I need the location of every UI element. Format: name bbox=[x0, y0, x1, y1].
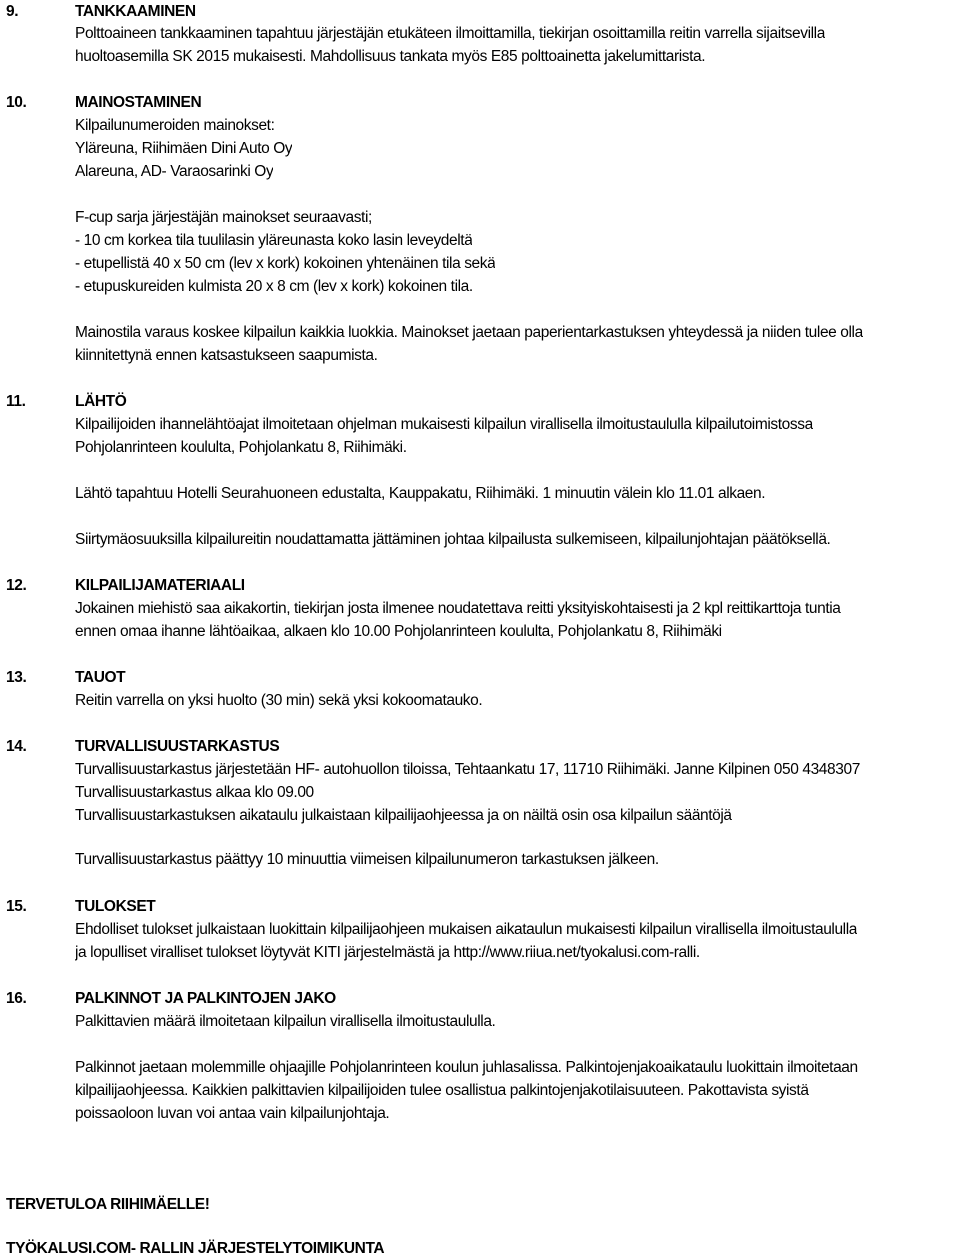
paragraph-line: Kilpailunumeroiden mainokset: bbox=[75, 117, 275, 134]
paragraph-line: Yläreuna, Riihimäen Dini Auto Oy bbox=[75, 140, 293, 157]
paragraph-line: ja lopulliset viralliset tulokset löytyvät KITI järjestelmästä ja http://www.riiua.net/tyokalusi.com-ralli. bbox=[75, 944, 700, 961]
section-heading: KILPAILIJAMATERIAALI bbox=[75, 577, 245, 594]
section-heading: LÄHTÖ bbox=[75, 393, 127, 410]
section-heading: PALKINNOT JA PALKINTOJEN JAKO bbox=[75, 990, 336, 1007]
paragraph-line: poissaoloon luvan voi antaa vain kilpailunjohtaja. bbox=[75, 1105, 390, 1122]
section-heading: MAINOSTAMINEN bbox=[75, 94, 202, 111]
paragraph-line: Polttoaineen tankkaaminen tapahtuu järjestäjän etukäteen ilmoittamilla, tiekirjan osoittamilla reitin varrella sijaitsevilla bbox=[75, 25, 825, 42]
paragraph-line: Palkinnot jaetaan molemmille ohjaajille Pohjolanrinteen koulun juhlasalissa. Palkintojenjakoaikataulu luokittain ilmoitetaan bbox=[75, 1059, 858, 1076]
paragraph-line: Lähtö tapahtuu Hotelli Seurahuoneen edustalta, Kauppakatu, Riihimäki. 1 minuutin välein klo 11.01 alkaen. bbox=[75, 485, 766, 502]
paragraph-line: Mainostila varaus koskee kilpailun kaikkia luokkia. Mainokset jaetaan paperientarkastuksen yhteydessä ja niiden tulee olla bbox=[75, 324, 863, 341]
paragraph-line: huoltoasemilla SK 2015 mukaisesti. Mahdollisuus tankata myös E85 polttoainetta jakelumittarista. bbox=[75, 48, 706, 65]
paragraph-line: - etupellistä 40 x 50 cm (lev x kork) kokoinen yhtenäinen tila sekä bbox=[75, 255, 496, 272]
paragraph-line: kilpailijaohjeessa. Kaikkien palkittavien kilpailijoiden tulee osallistua palkintojenjakotilaisuuteen. Pakottavista syistä bbox=[75, 1082, 809, 1099]
welcome-text: TERVETULOA RIIHIMÄELLE! bbox=[6, 1196, 210, 1213]
paragraph-line: Pohjolanrinteen koululta, Pohjolankatu 8, Riihimäki. bbox=[75, 439, 407, 456]
paragraph-line: Kilpailijoiden ihannelähtöajat ilmoitetaan ohjelman mukaisesti kilpailun virallisella ilmoitustaululla kilpailutoimistossa bbox=[75, 416, 813, 433]
paragraph-line: - etupuskureiden kulmista 20 x 8 cm (lev x kork) kokoinen tila. bbox=[75, 278, 473, 295]
paragraph-line: Turvallisuustarkastuksen aikataulu julkaistaan kilpailijaohjeessa ja on näiltä osin osa kilpailun sääntöjä bbox=[75, 807, 732, 824]
section-heading: TURVALLISUUSTARKASTUS bbox=[75, 738, 280, 755]
section-number: 14. bbox=[6, 738, 27, 755]
paragraph-line: - 10 cm korkea tila tuulilasin yläreunasta koko lasin leveydeltä bbox=[75, 232, 473, 249]
paragraph-line: Alareuna, AD- Varaosarinki Oy bbox=[75, 163, 274, 180]
section-heading: TULOKSET bbox=[75, 898, 156, 915]
paragraph-line: F-cup sarja järjestäjän mainokset seuraavasti; bbox=[75, 209, 372, 226]
section-number: 15. bbox=[6, 898, 27, 915]
paragraph-line: Reitin varrella on yksi huolto (30 min) sekä yksi kokoomatauko. bbox=[75, 692, 483, 709]
section-number: 13. bbox=[6, 669, 27, 686]
paragraph-line: Turvallisuustarkastus päättyy 10 minuuttia viimeisen kilpailunumeron tarkastuksen jälkeen. bbox=[75, 851, 659, 868]
section-number: 12. bbox=[6, 577, 27, 594]
section-number: 16. bbox=[6, 990, 27, 1007]
paragraph-line: Turvallisuustarkastus järjestetään HF- autohuollon tiloissa, Tehtaankatu 17, 11710 Riihimäki. Janne Kilpinen 050 4348307 bbox=[75, 761, 860, 778]
paragraph-line: Siirtymäosuuksilla kilpailureitin noudattamatta jättäminen johtaa kilpailusta sulkemiseen, kilpailunjohtajan päätöksellä. bbox=[75, 531, 831, 548]
section-heading: TANKKAAMINEN bbox=[75, 3, 196, 20]
section-number: 9. bbox=[6, 3, 19, 20]
paragraph-line: Jokainen miehistö saa aikakortin, tiekirjan josta ilmenee noudatettava reitti yksityiskohtaisesti ja 2 kpl reittikarttoja tuntia bbox=[75, 600, 841, 617]
paragraph-line: Ehdolliset tulokset julkaistaan luokittain kilpailijaohjeen mukaisen aikataulun mukaisesti kilpailun virallisella ilmoitustaululla bbox=[75, 921, 857, 938]
organizer-text: TYÖKALUSI.COM- RALLIN JÄRJESTELYTOIMIKUNTA bbox=[6, 1240, 385, 1257]
section-number: 11. bbox=[6, 393, 26, 410]
paragraph-line: kiinnitettynä ennen katsastukseen saapumista. bbox=[75, 347, 378, 364]
paragraph-line: Palkittavien määrä ilmoitetaan kilpailun virallisella ilmoitustaululla. bbox=[75, 1013, 496, 1030]
paragraph-line: Turvallisuustarkastus alkaa klo 09.00 bbox=[75, 784, 314, 801]
section-number: 10. bbox=[6, 94, 27, 111]
section-heading: TAUOT bbox=[75, 669, 126, 686]
paragraph-line: ennen omaa ihanne lähtöaikaa, alkaen klo 10.00 Pohjolanrinteen koululta, Pohjolankatu 8, Riihimäki bbox=[75, 623, 722, 640]
